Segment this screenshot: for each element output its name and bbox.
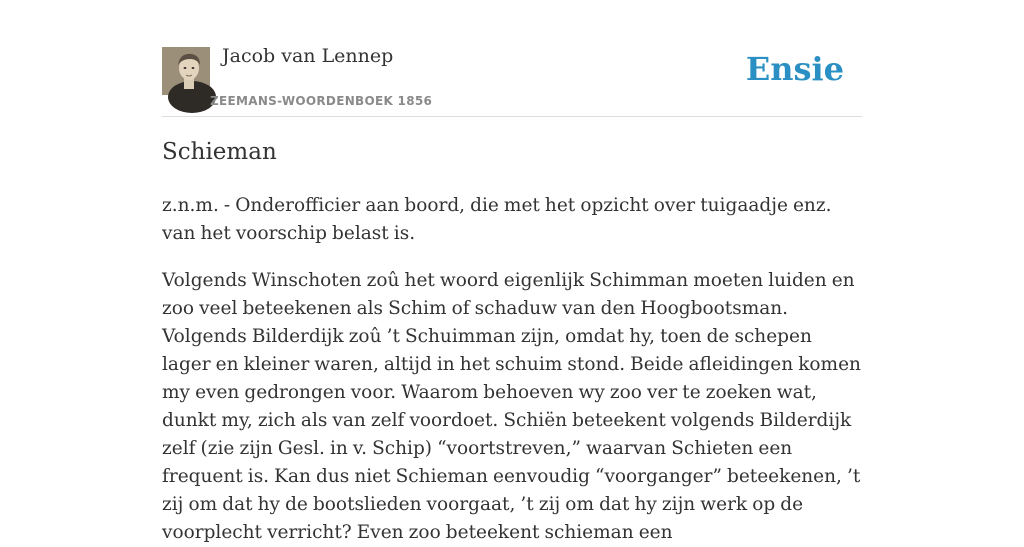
author-portrait-icon <box>162 47 210 95</box>
entry-title: Schieman <box>162 139 277 165</box>
entry-paragraph: Volgends Winschoten zoû het woord eigenlijk Schimman moeten luiden en zoo veel beteekenen als Schim of schaduw van den Hoogbootsman. Volgends Bilderdijk zoû ’t Schuimman zijn, omdat hy, toen de schepen lager en kleiner waren, altijd in het schuim stond. Beide afleidingen komen my even gedrongen voor. Waarom behoeven wy zoo ver te zoeken wat, dunkt my, zich als van zelf voordoet. Schiën beteekent volgends Bilderdijk zelf (zie zijn Gesl. in v. Schip) “voortstreven,” waarvan Schieten een frequent is. Kan dus niet Schieman eenvoudig “voorganger” beteekenen, ’t zij om dat hy de bootslieden voorgaat, ’t zij om dat hy zijn werk op de voorplecht verricht? Even zoo beteekent schieman een <box>162 270 861 543</box>
entry-header <box>162 0 862 117</box>
source-title[interactable]: ZEEMANS-WOORDENBOEK 1856 <box>210 94 433 108</box>
author-avatar[interactable] <box>162 47 210 95</box>
author-name[interactable]: Jacob van Lennep <box>222 45 394 67</box>
entry-paragraph: z.n.m. - Onderofficier aan boord, die met het opzicht over tuigaadje enz. van het voorschip belast is. <box>162 195 832 244</box>
ensie-logo[interactable]: Ensie <box>745 50 844 88</box>
content-container <box>162 0 862 543</box>
